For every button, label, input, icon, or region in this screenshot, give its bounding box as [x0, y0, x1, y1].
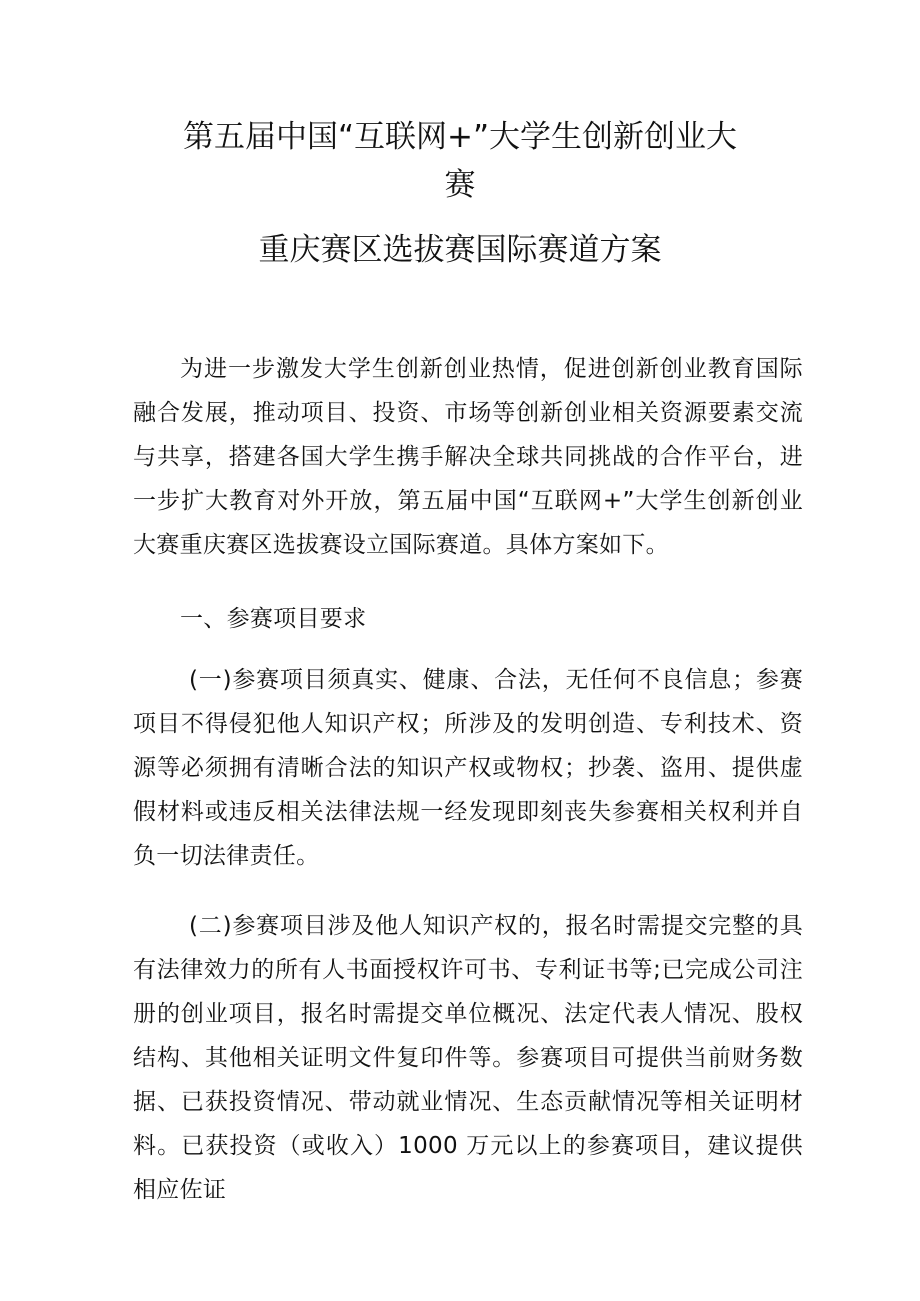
intro-paragraph: 为进一步激发大学生创新创业热情，促进创新创业教育国际融合发展，推动项目、投资、市场等创新创业相关资源要素交流与共享，搭建各国大学生携手解决全球共同挑战的合作平台，进一步扩大教育对外开放，第五届中国“互联网+”大学生创新创业大赛重庆赛区选拔赛设立国际赛道。具体方案如下。	[133, 356, 803, 558]
requirement-item-1: (一)参赛项目须真实、健康、合法，无任何不良信息；参赛项目不得侵犯他人知识产权；所涉及的发明创造、专利技术、资源等必须拥有清晰合法的知识产权或物权；抄袭、盗用、提供虚假材料或违反相关法律法规一经发现即刻丧失参赛相关权利并自负一切法律责任。	[133, 667, 803, 869]
requirement-item-2: (二)参赛项目涉及他人知识产权的，报名时需提交完整的具有法律效力的所有人书面授权许可书、专利证书等;已完成公司注册的创业项目，报名时需提交单位概况、法定代表人情况、股权结构、其他相关证明文件复印件等。参赛项目可提供当前财务数据、已获投资情况、带动就业情况、生态贡献情况等相关证明材料。已获投资（或收入）1000 万元以上的参赛项目，建议提供相应佐证	[133, 913, 803, 1203]
section-heading-project-requirements: 一、参赛项目要求	[180, 606, 367, 632]
document-subtitle: 重庆赛区选拔赛国际赛道方案	[258, 232, 662, 268]
document-title-line-2: 赛	[444, 167, 476, 203]
document-title-line-1: 第五届中国“互联网+”大学生创新创业大	[182, 119, 738, 155]
